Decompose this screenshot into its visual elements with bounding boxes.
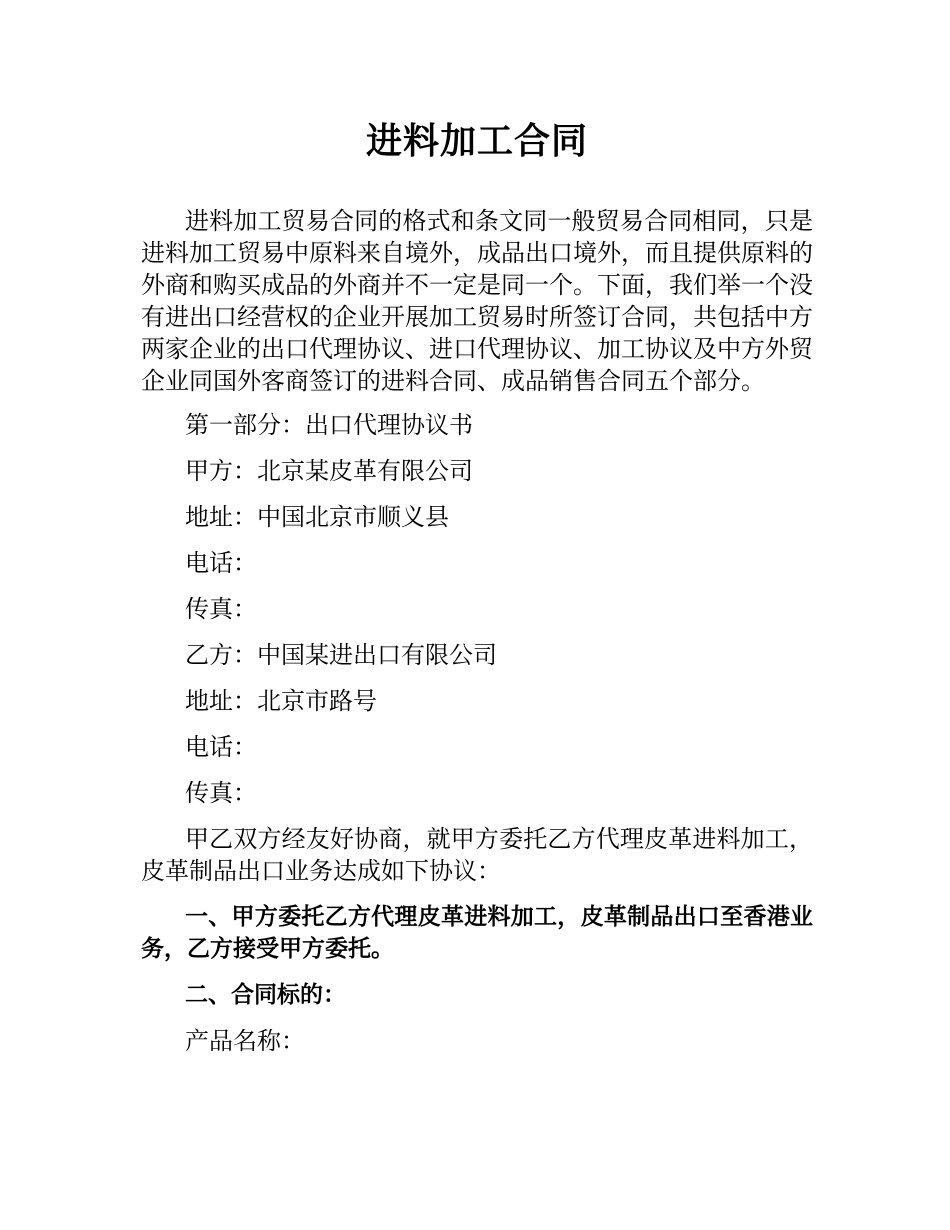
party-b-phone: 电话：	[185, 733, 257, 761]
party-a-address: 地址：中国北京市顺义县	[185, 503, 449, 531]
clause-2: 二、合同标的：	[185, 982, 346, 1008]
party-b-address: 地址：北京市路号	[185, 687, 377, 715]
document-title: 进料加工合同	[365, 121, 588, 162]
section-heading: 第一部分：出口代理协议书	[185, 411, 473, 439]
document-page	[141, 118, 813, 1071]
party-b-name: 乙方：中国某进出口有限公司	[185, 641, 497, 669]
party-a-phone: 电话：	[185, 549, 257, 577]
product-name-label: 产品名称：	[185, 1027, 305, 1055]
intro-paragraph: 进料加工贸易合同的格式和条文同一般贸易合同相同，只是进料加工贸易中原料来自境外，成品出口境外，而且提供原料的外商和购买成品的外商并不一定是同一个。下面，我们举一个没有进出口经营权的企业开展加工贸易时所签订合同，共包括中方两家企业的出口代理协议、进口代理协议、加工协议及中方外贸企业同国外客商签订的进料合同、成品销售合同五个部分。	[141, 207, 813, 395]
agreement-intro: 甲乙双方经友好协商，就甲方委托乙方代理皮革进料加工，皮革制品出口业务达成如下协议：	[141, 825, 813, 885]
clause-1: 一、甲方委托乙方代理皮革进料加工，皮革制品出口至香港业务，乙方接受甲方委托。	[141, 904, 813, 962]
party-a-name: 甲方：北京某皮革有限公司	[185, 457, 473, 485]
party-b-fax: 传真：	[185, 779, 257, 807]
party-a-fax: 传真：	[185, 595, 257, 623]
